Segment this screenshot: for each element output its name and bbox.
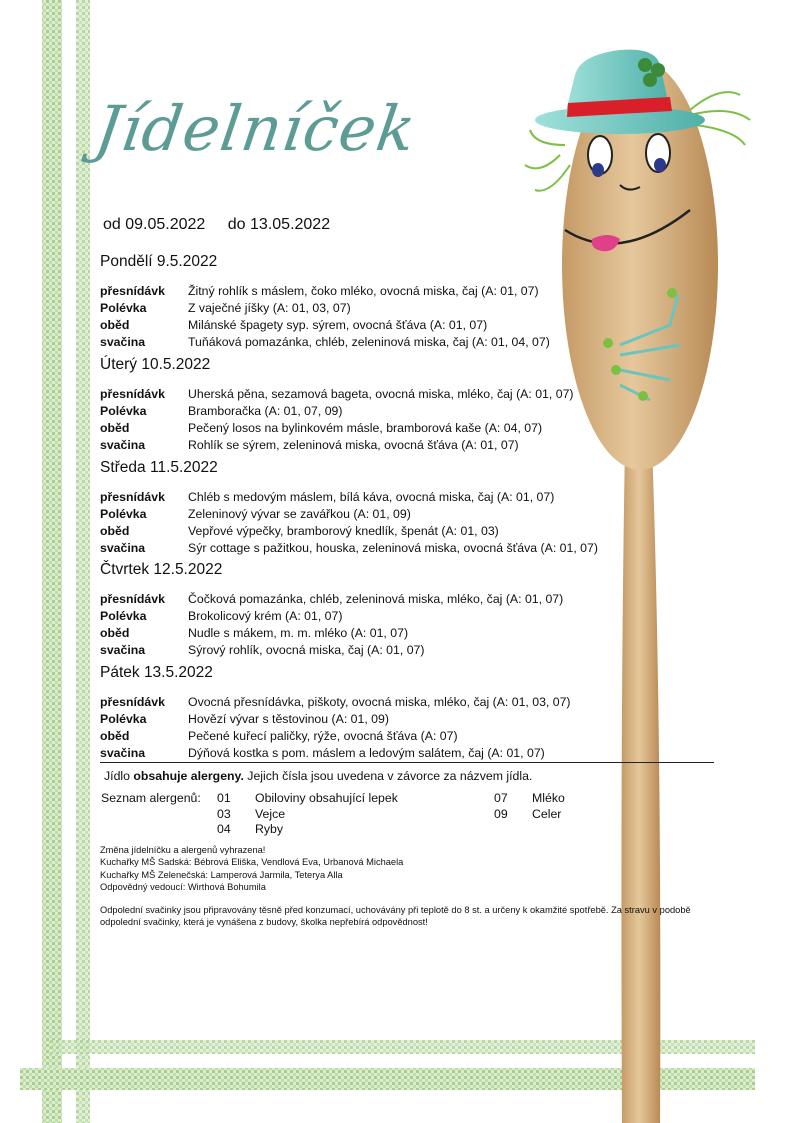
meal-text: Milánské špagety syp. sýrem, ovocná šťáva (A: 01, 07) [188,318,488,332]
allergen-code: 09 [494,806,508,821]
meal-text: Vepřové výpečky, bramborový knedlík, špenát (A: 01, 03) [188,524,499,538]
allergen-note [104,769,532,783]
note-line: odpolední svačinky, která je vynášena z budovy, školka nepřebírá odpovědnost! [100,917,428,928]
day-section [100,459,660,557]
meal-row [100,694,660,711]
meal-row [100,506,660,523]
meal-text: Hovězí vývar s těstovinou (A: 01, 09) [188,712,389,726]
meal-row [100,317,660,334]
allergen-code: 07 [494,791,508,805]
meal-text: Brokolicový krém (A: 01, 07) [188,609,343,623]
meal-label: přesnídávk [100,490,165,504]
meal-row [100,608,660,625]
meal-row [100,591,660,608]
meal-row [100,334,660,351]
allergen-item [217,822,398,838]
meal-text: Tuňáková pomazánka, chléb, zeleninová miska, čaj (A: 01, 04, 07) [188,335,550,349]
meal-label: svačina [100,541,146,555]
meal-text: Nudle s mákem, m. m. mléko (A: 01, 07) [188,626,409,640]
meal-label: oběd [100,421,130,435]
meal-text: Dýňová kostka s pom. máslem a ledovým salátem, čaj (A: 01, 07) [188,746,545,760]
meal-label: přesnídávk [100,695,165,709]
meal-row [100,642,660,659]
allergen-code: 03 [217,806,231,821]
date-from: od 09.05.2022 [103,216,206,233]
allergen-list-label: Seznam alergenů: [101,791,201,805]
date-to: do 13.05.2022 [227,216,331,233]
meal-label: svačina [100,746,146,760]
allergen-list-right [494,791,565,822]
day-title: Čtvrtek 12.5.2022 [100,561,223,578]
meal-row [100,403,660,420]
meal-row [100,523,660,540]
meal-row [100,420,660,437]
meal-row [100,437,660,454]
page-title: Jídelníček [90,92,421,165]
meal-text: Pečený losos na bylinkovém másle, bramborová kaše (A: 04, 07) [188,421,543,435]
allergen-name: Celer [532,806,562,821]
allergen-name: Obiloviny obsahující lepek [255,791,398,805]
meal-text: Z vaječné jíšky (A: 01, 03, 07) [188,301,351,315]
meal-label: oběd [100,626,130,640]
meal-row [100,728,660,745]
allergen-code: 04 [217,822,231,836]
meal-text: Sýr cottage s pažitkou, houska, zeleninová miska, ovocná šťáva (A: 01, 07) [188,541,598,555]
day-title: Pátek 13.5.2022 [100,664,213,681]
allergen-item [217,791,398,807]
meal-text: Bramboračka (A: 01, 07, 09) [188,404,343,418]
note-line: Odpovědný vedoucí: Wirthová Bohumila [100,881,266,892]
meal-text: Sýrový rohlík, ovocná miska, čaj (A: 01, 07) [188,643,425,657]
meal-row [100,386,660,403]
meal-text: Žitný rohlík s máslem, čoko mléko, ovocná miska, čaj (A: 01, 07) [188,284,539,298]
meal-label: přesnídávk [100,387,165,401]
day-section [100,253,660,351]
meal-row [100,745,660,762]
allergen-code: 01 [217,791,231,805]
allergen-name: Ryby [255,822,284,836]
meal-row [100,711,660,728]
allergen-name: Mléko [532,791,565,805]
allergen-item [217,807,398,823]
meal-label: oběd [100,524,130,538]
meal-text: Čočková pomazánka, chléb, zeleninová miska, mléko, čaj (A: 01, 07) [188,592,564,606]
meal-label: oběd [100,729,130,743]
meal-text: Uherská pěna, sezamová bageta, ovocná miska, mléko, čaj (A: 01, 07) [188,387,574,401]
note-line: Kuchařky MŠ Zelenečská: Lamperová Jarmila, Teterya Alla [100,869,343,880]
allergen-item [494,791,565,807]
meal-label: Polévka [100,507,147,521]
allergen-item [494,807,565,823]
meal-label: svačina [100,335,146,349]
allergen-note-bold: obsahuje alergeny. [133,769,244,783]
divider [100,762,714,763]
meal-row [100,489,660,506]
meal-text: Pečené kuřecí paličky, rýže, ovocná šťáva (A: 07) [188,729,458,743]
meal-label: svačina [100,643,146,657]
allergen-note-rest: Jejich čísla jsou uvedena v závorce za názvem jídla. [243,769,533,783]
note-line: Odpolední svačinky jsou připravovány těsně před konzumací, uchovávány při teplotě do 8 st. a určeny k okamžité spotřebě. Za stravu v podobě [100,905,691,915]
meal-label: Polévka [100,609,147,623]
meal-label: svačina [100,438,146,452]
allergen-note-prefix: Jídlo [104,769,134,783]
meal-label: oběd [100,318,130,332]
meal-text: Chléb s medovým máslem, bílá káva, ovocná miska, čaj (A: 01, 07) [188,490,555,504]
day-section [100,664,660,762]
meal-text: Zeleninový vývar se zavářkou (A: 01, 09) [188,507,411,521]
allergen-list-left [217,791,398,838]
meal-label: Polévka [100,712,147,726]
meal-row [100,540,660,557]
day-title: Pondělí 9.5.2022 [100,253,218,270]
day-section [100,356,660,454]
meal-label: přesnídávk [100,592,165,606]
staff-notes [100,844,403,893]
meal-label: Polévka [100,301,147,315]
date-range [103,216,348,234]
meal-row [100,625,660,642]
note-line: Změna jídelníčku a alergenů vyhrazena! [100,845,266,855]
meal-label: přesnídávk [100,284,165,298]
day-title: Středa 11.5.2022 [100,459,218,476]
meal-text: Rohlík se sýrem, zeleninová miska, ovocná šťáva (A: 01, 07) [188,438,519,452]
meal-label: Polévka [100,404,147,418]
meal-row [100,300,660,317]
day-title: Úterý 10.5.2022 [100,356,211,373]
note-line: Kuchařky MŠ Sadská: Bébrová Eliška, Vendlová Eva, Urbanová Michaela [100,857,404,868]
meal-text: Ovocná přesnídávka, piškoty, ovocná miska, mléko, čaj (A: 01, 03, 07) [188,695,571,709]
meal-row [100,283,660,300]
allergen-name: Vejce [255,806,286,821]
day-section [100,561,660,659]
footer-notes [100,904,691,929]
